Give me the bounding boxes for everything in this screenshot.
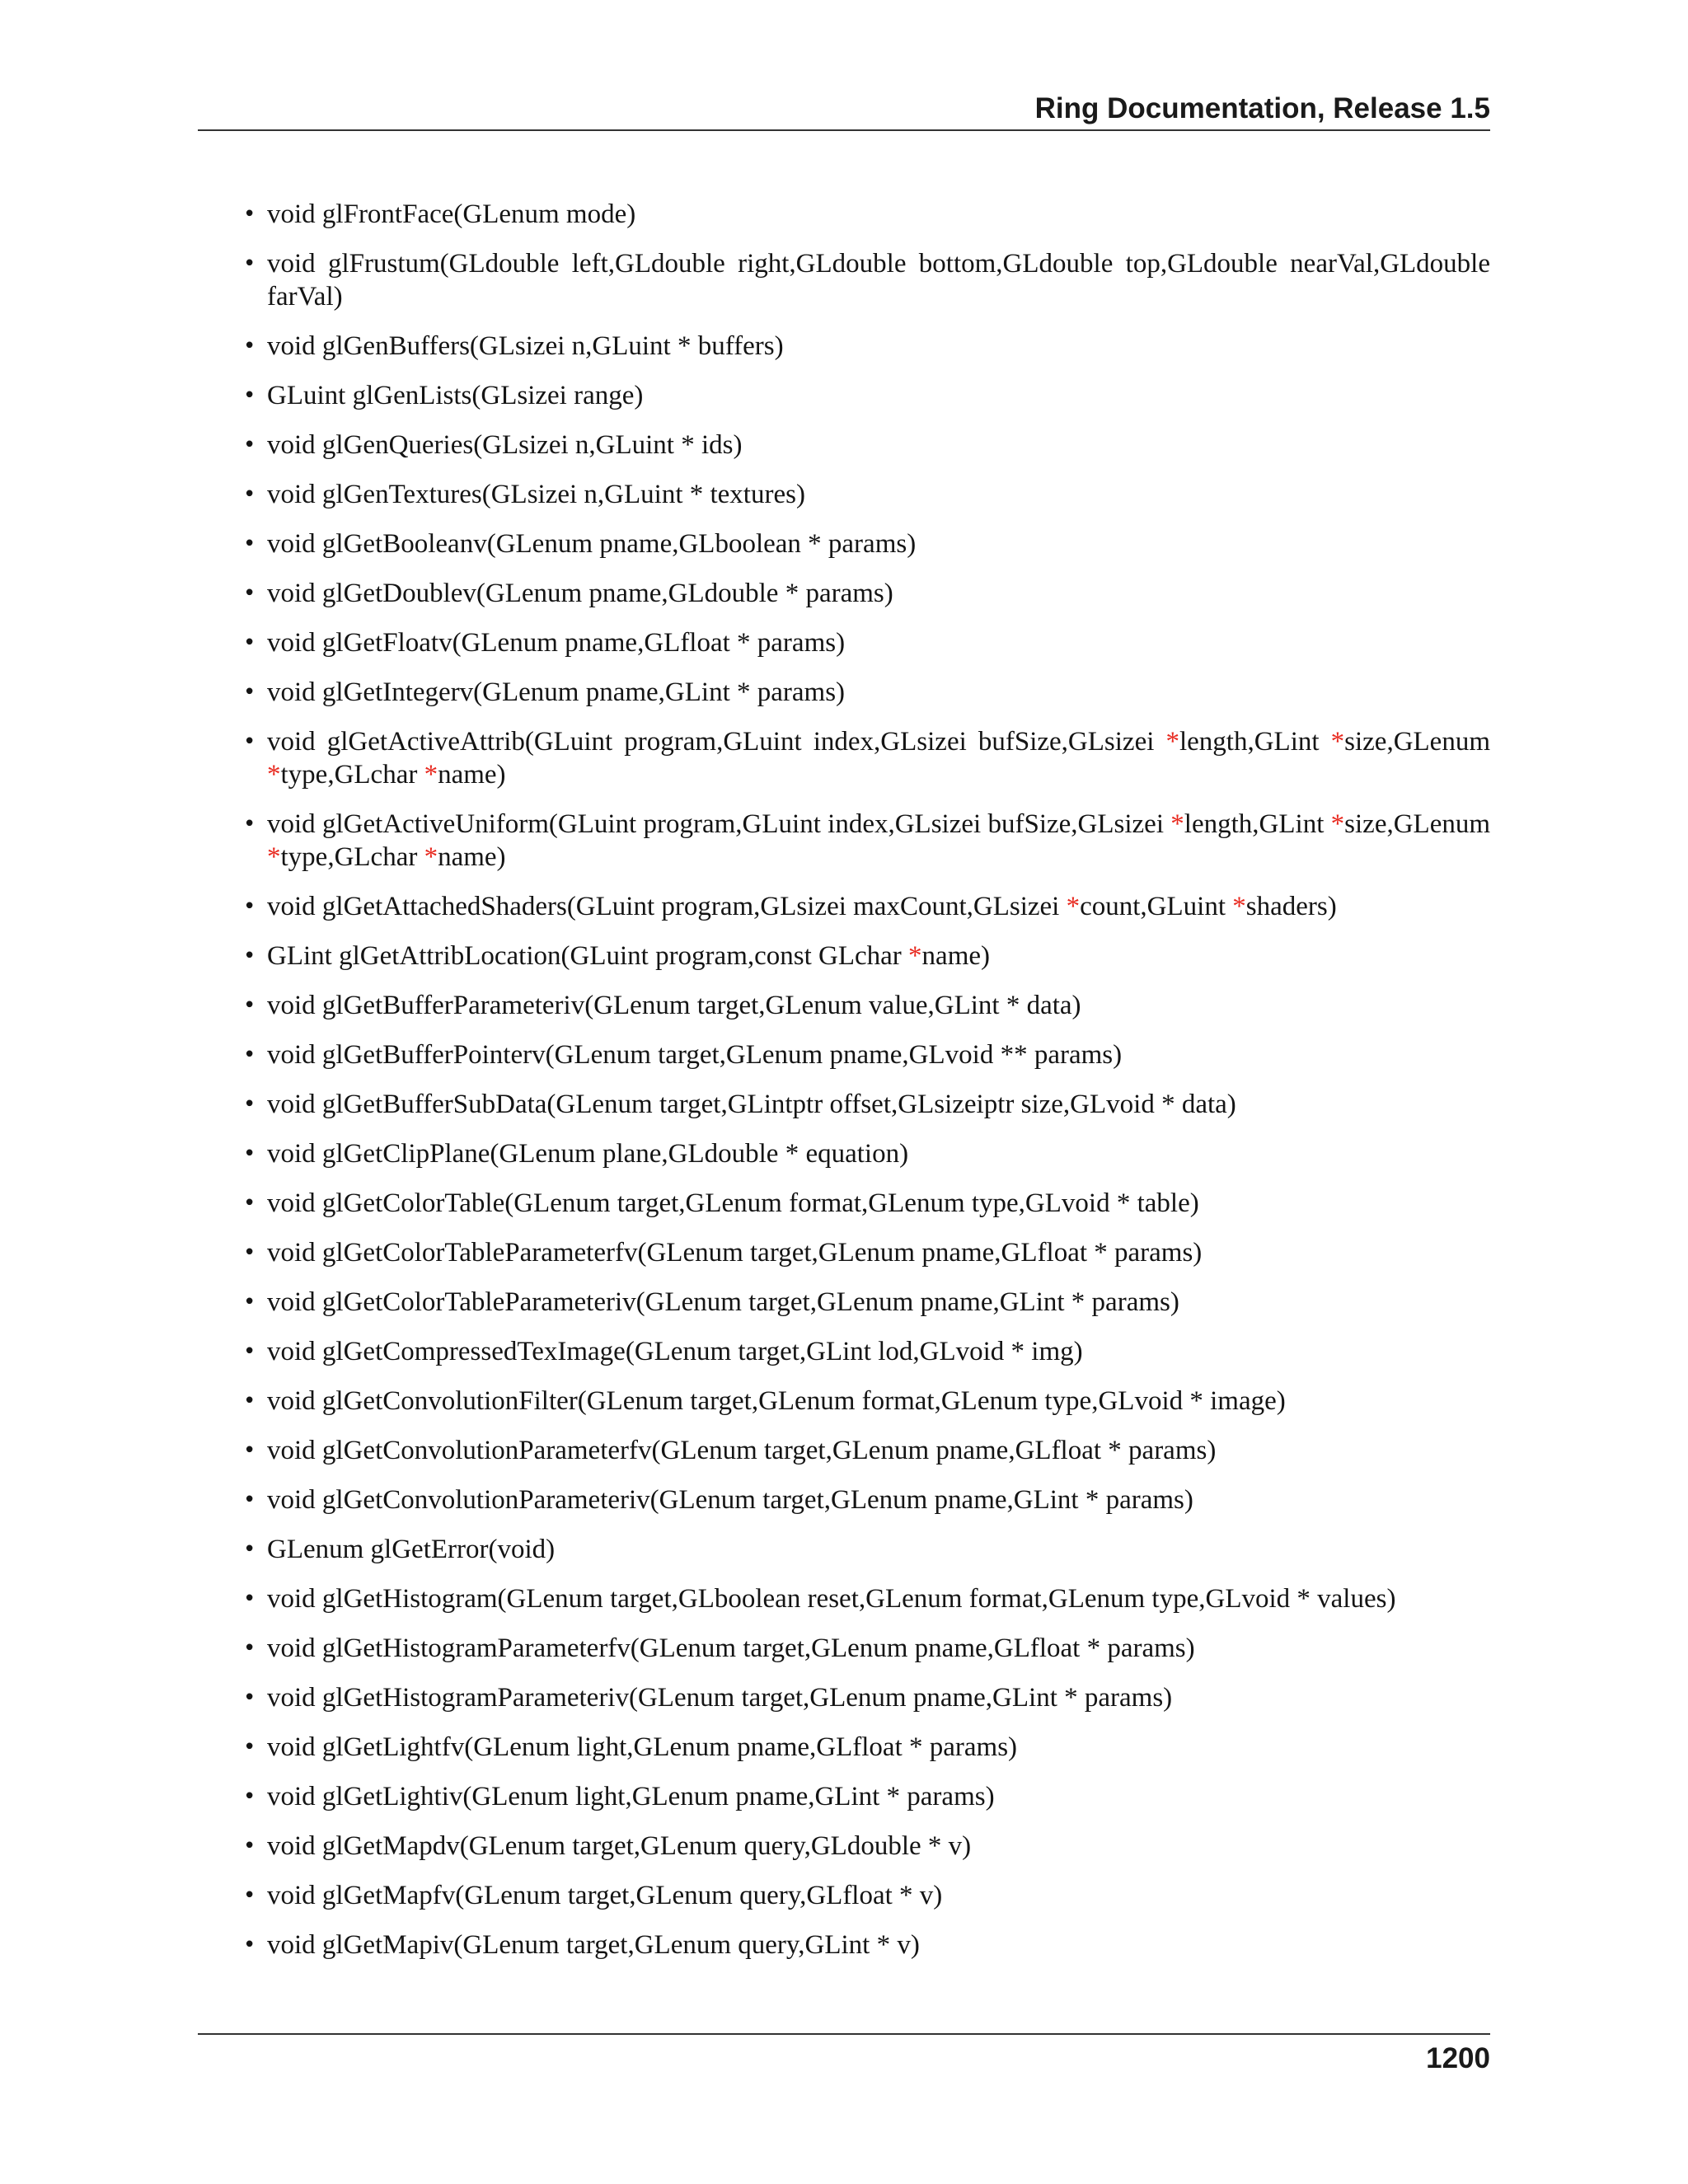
bullet-icon: •: [243, 1586, 256, 1611]
list-item: [198, 247, 1490, 313]
function-signature-text: void glGetAttachedShaders(GLuint program,GLsizei maxCount,GLsizei: [267, 892, 1067, 921]
function-signature-text: void glGetDoublev(GLenum pname,GLdouble * params): [267, 579, 893, 608]
function-signature-text: name): [921, 941, 990, 971]
bullet-icon: •: [243, 1537, 256, 1562]
list-item: [198, 1335, 1490, 1368]
function-signature-text: GLenum glGetError(void): [267, 1535, 556, 1564]
bullet-icon: •: [243, 581, 256, 606]
list-item: [198, 890, 1490, 923]
list-item: [198, 989, 1490, 1022]
list-item: [198, 1533, 1490, 1566]
list-item: [198, 940, 1490, 972]
bullet-icon: •: [243, 1191, 256, 1216]
function-signature-text: void glGenQueries(GLsizei n,GLuint * ids): [267, 430, 743, 460]
bullet-icon: •: [243, 251, 256, 276]
bullet-icon: •: [243, 630, 256, 655]
bullet-icon: •: [243, 1290, 256, 1315]
pointer-asterisk: *: [1330, 727, 1345, 757]
bullet-icon: •: [243, 1636, 256, 1661]
function-signature-text: length,GLint: [1184, 809, 1331, 839]
list-item: [198, 1879, 1490, 1912]
function-signature-text: shaders): [1245, 892, 1337, 921]
list-item: [198, 1187, 1490, 1220]
page-number: 1200: [1426, 2042, 1490, 2074]
list-item: [198, 1286, 1490, 1319]
list-item: [198, 1385, 1490, 1418]
function-signature-text: size,GLenum: [1344, 727, 1490, 757]
bullet-icon: •: [243, 482, 256, 507]
function-signature-text: void glGetLightfv(GLenum light,GLenum pname,GLfloat * params): [267, 1732, 1018, 1762]
function-signature-text: void glGetHistogramParameteriv(GLenum target,GLenum pname,GLint * params): [267, 1683, 1173, 1713]
function-signature-text: count,GLuint: [1080, 892, 1233, 921]
function-signature-text: void glGetConvolutionParameterfv(GLenum target,GLenum pname,GLfloat * params): [267, 1436, 1217, 1465]
pointer-asterisk: *: [1232, 892, 1246, 921]
function-signature-text: void glGetColorTableParameteriv(GLenum target,GLenum pname,GLint * params): [267, 1287, 1179, 1317]
pointer-asterisk: *: [424, 842, 438, 872]
list-item: [198, 379, 1490, 412]
function-signature-text: void glGetColorTable(GLenum target,GLenum format,GLenum type,GLvoid * table): [267, 1188, 1199, 1218]
list-item: [198, 725, 1490, 791]
list-item: [198, 1681, 1490, 1714]
function-signature-text: void glGenTextures(GLsizei n,GLuint * textures): [267, 480, 805, 509]
pointer-asterisk: *: [424, 760, 438, 790]
bullet-icon: •: [243, 1685, 256, 1710]
function-signature-text: void glGetConvolutionParameteriv(GLenum target,GLenum pname,GLint * params): [267, 1485, 1193, 1515]
bullet-icon: •: [243, 1092, 256, 1117]
pointer-asterisk: *: [1170, 809, 1184, 839]
footer-rule: [198, 2033, 1490, 2035]
list-item: [198, 1929, 1490, 1961]
bullet-icon: •: [243, 433, 256, 457]
bullet-icon: •: [243, 1438, 256, 1463]
function-signature-text: void glGetHistogram(GLenum target,GLboolean reset,GLenum format,GLenum type,GLvoid * values): [267, 1584, 1396, 1614]
pointer-asterisk: *: [1330, 809, 1345, 839]
bullet-icon: •: [243, 1141, 256, 1166]
bullet-icon: •: [243, 1933, 256, 1957]
bullet-icon: •: [243, 729, 256, 754]
pointer-asterisk: *: [1165, 727, 1179, 757]
function-signature-text: void glGetCompressedTexImage(GLenum target,GLint lod,GLvoid * img): [267, 1337, 1083, 1366]
bullet-icon: •: [243, 993, 256, 1018]
bullet-icon: •: [243, 1735, 256, 1760]
function-signature-text: type,GLchar: [280, 760, 424, 790]
list-item: [198, 1236, 1490, 1269]
function-signature-text: void glGetIntegerv(GLenum pname,GLint * params): [267, 677, 846, 707]
list-item: [198, 1483, 1490, 1516]
function-signature-text: void glGetActiveAttrib(GLuint program,GLuint index,GLsizei bufSize,GLsizei: [267, 727, 1166, 757]
bullet-icon: •: [243, 1240, 256, 1265]
list-item: [198, 527, 1490, 560]
header-rule: [198, 129, 1490, 131]
list-item: [198, 1780, 1490, 1813]
function-signature-text: size,GLenum: [1344, 809, 1491, 839]
function-signature-text: name): [438, 842, 506, 872]
function-signature-text: length,GLint: [1179, 727, 1331, 757]
function-signature-text: void glGetMapiv(GLenum target,GLenum query,GLint * v): [267, 1930, 920, 1960]
main-content: [198, 198, 1490, 1978]
function-signature-text: type,GLchar: [280, 842, 424, 872]
list-item: [198, 626, 1490, 659]
function-signature-text: void glGenBuffers(GLsizei n,GLuint * buffers): [267, 331, 784, 361]
function-signature-text: void glGetClipPlane(GLenum plane,GLdouble * equation): [267, 1139, 909, 1169]
bullet-icon: •: [243, 1883, 256, 1908]
bullet-icon: •: [243, 202, 256, 227]
function-signature-text: void glGetConvolutionFilter(GLenum target,GLenum format,GLenum type,GLvoid * image): [267, 1386, 1286, 1416]
list-item: [198, 808, 1490, 874]
list-item: [198, 429, 1490, 462]
pointer-asterisk: *: [267, 760, 281, 790]
bullet-icon: •: [243, 1389, 256, 1413]
bullet-icon: •: [243, 1488, 256, 1512]
function-signature-text: void glGetBooleanv(GLenum pname,GLboolean * params): [267, 529, 917, 559]
list-item: [198, 1137, 1490, 1170]
list-item: [198, 676, 1490, 709]
bullet-icon: •: [243, 680, 256, 705]
function-signature-text: void glGetBufferParameteriv(GLenum target,GLenum value,GLint * data): [267, 991, 1081, 1020]
list-item: [198, 1830, 1490, 1863]
pointer-asterisk: *: [1066, 892, 1081, 921]
function-signature-text: void glGetActiveUniform(GLuint program,GLuint index,GLsizei bufSize,GLsizei: [267, 809, 1171, 839]
bullet-icon: •: [243, 383, 256, 408]
list-item: [198, 1632, 1490, 1665]
list-item: [198, 1088, 1490, 1121]
list-item: [198, 1038, 1490, 1071]
function-signature-text: GLuint glGenLists(GLsizei range): [267, 381, 644, 410]
bullet-icon: •: [243, 944, 256, 968]
list-item: [198, 577, 1490, 610]
list-item: [198, 198, 1490, 231]
function-signature-text: void glFrontFace(GLenum mode): [267, 199, 636, 229]
list-item: [198, 1731, 1490, 1764]
function-signature-text: void glGetFloatv(GLenum pname,GLfloat * params): [267, 628, 846, 658]
bullet-icon: •: [243, 812, 256, 837]
list-item: [198, 478, 1490, 511]
function-signature-text: void glGetLightiv(GLenum light,GLenum pname,GLint * params): [267, 1782, 995, 1811]
list-item: [198, 1434, 1490, 1467]
function-list: [198, 198, 1490, 1961]
bullet-icon: •: [243, 1834, 256, 1858]
bullet-icon: •: [243, 1784, 256, 1809]
list-item: [198, 1582, 1490, 1615]
pointer-asterisk: *: [908, 941, 922, 971]
function-signature-text: name): [438, 760, 506, 790]
function-signature-text: void glGetMapdv(GLenum target,GLenum query,GLdouble * v): [267, 1831, 972, 1861]
bullet-icon: •: [243, 1339, 256, 1364]
bullet-icon: •: [243, 532, 256, 556]
function-signature-text: void glGetHistogramParameterfv(GLenum target,GLenum pname,GLfloat * params): [267, 1633, 1195, 1663]
function-signature-text: void glGetMapfv(GLenum target,GLenum query,GLfloat * v): [267, 1881, 943, 1910]
list-item: [198, 330, 1490, 363]
function-signature-text: GLint glGetAttribLocation(GLuint program,const GLchar: [267, 941, 909, 971]
function-signature-text: void glGetColorTableParameterfv(GLenum target,GLenum pname,GLfloat * params): [267, 1238, 1203, 1268]
pointer-asterisk: *: [267, 842, 281, 872]
bullet-icon: •: [243, 334, 256, 359]
function-signature-text: void glGetBufferSubData(GLenum target,GLintptr offset,GLsizeiptr size,GLvoid * data): [267, 1090, 1236, 1119]
bullet-icon: •: [243, 1043, 256, 1067]
bullet-icon: •: [243, 894, 256, 919]
function-signature-text: void glGetBufferPointerv(GLenum target,GLenum pname,GLvoid ** params): [267, 1040, 1123, 1070]
function-signature-text: void glFrustum(GLdouble left,GLdouble right,GLdouble bottom,GLdouble top,GLdouble nearVal,GLdouble farVal): [267, 249, 1490, 312]
running-header: Ring Documentation, Release 1.5: [1034, 92, 1490, 124]
